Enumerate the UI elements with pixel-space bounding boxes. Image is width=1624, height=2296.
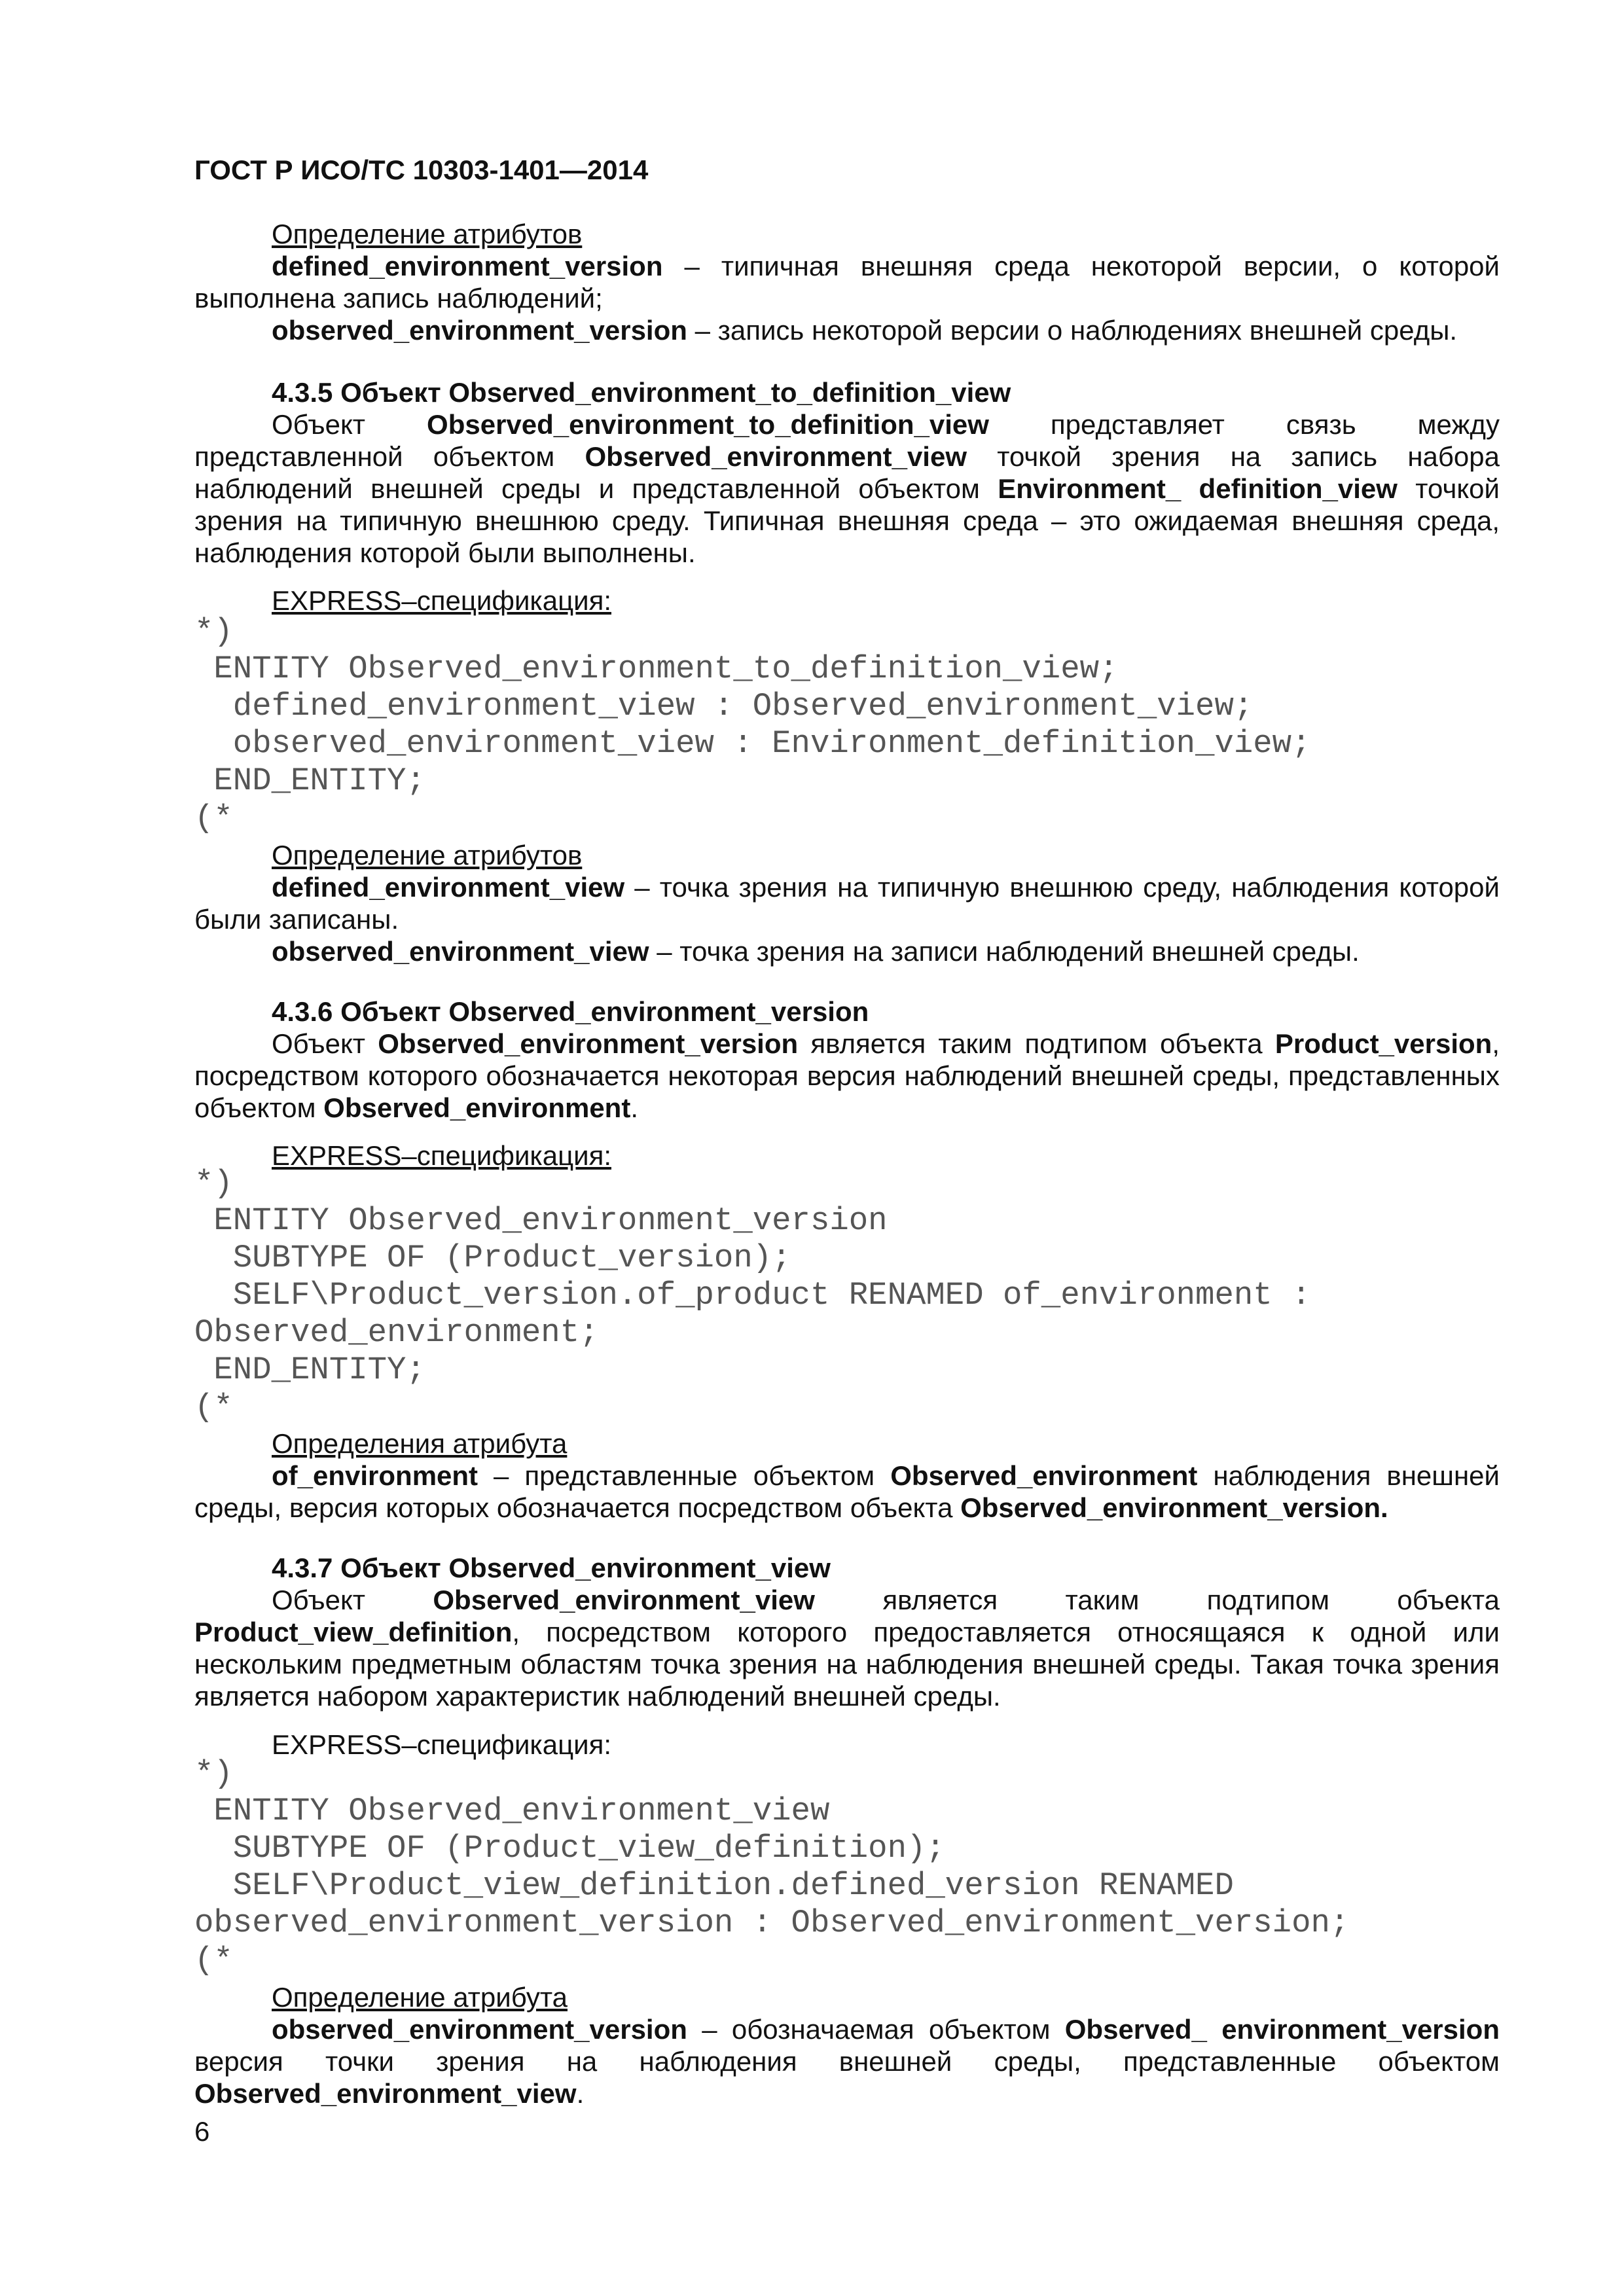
section-title: 4.3.7 Объект Observed_environment_view bbox=[272, 1552, 831, 1583]
attr-definitions-437 bbox=[194, 1981, 1500, 2109]
express-code-435: *) ENTITY Observed_environment_to_definition_view; defined_environment_view : Observed_environment_view; observed_environment_view : Environment_definition_view; END_ENTITY; (* bbox=[194, 613, 1311, 836]
page-number: 6 bbox=[194, 2116, 210, 2147]
attr-heading: Определение атрибутов bbox=[272, 219, 583, 249]
document-header: ГОСТ Р ИСО/ТС 10303-1401—2014 bbox=[194, 154, 649, 185]
attr-term: defined_environment_version bbox=[272, 251, 663, 281]
express-label-435 bbox=[194, 584, 1500, 617]
express-label: EXPRESS–спецификация: bbox=[272, 585, 611, 616]
attr-def: of_environment – представленные объектом Observed_environment наблюдения внешней среды, версия которых обозначается посредством объекта Observed_environment_version. bbox=[194, 1460, 1500, 1523]
express-label: EXPRESS–спецификация: bbox=[272, 1140, 611, 1171]
section-title: 4.3.5 Объект Observed_environment_to_definition_view bbox=[272, 377, 1011, 408]
section-body: Объект Observed_environment_to_definition_view представляет связь между представленной объектом Observed_environment_view точкой зрения на запись набора наблюдений внешней среды и представленной объектом Environment_ definition_view точкой зрения на типичную внешнюю среду. Типичная внешняя среда – это ожидаемая внешняя среда, наблюдения которой были выполнены. bbox=[194, 409, 1500, 568]
attr-definitions-436 bbox=[194, 1427, 1500, 1524]
section-title: 4.3.6 Объект Observed_environment_version bbox=[272, 996, 869, 1027]
express-label: EXPRESS–спецификация: bbox=[272, 1729, 611, 1760]
attr-heading: Определение атрибутов bbox=[272, 840, 583, 870]
attr-def bbox=[194, 250, 1500, 314]
attr-definitions-434 bbox=[194, 218, 1500, 346]
attr-def bbox=[194, 314, 1500, 346]
attr-definitions-435 bbox=[194, 839, 1500, 967]
section-435 bbox=[194, 376, 1500, 569]
attr-text: – запись некоторой версии о наблюдениях внешней среды. bbox=[687, 315, 1458, 346]
express-code-436: *) ENTITY Observed_environment_version SUBTYPE OF (Product_version); SELF\Product_version.of_product RENAMED of_environment : Observed_environment; END_ENTITY; (* bbox=[194, 1165, 1311, 1426]
section-body: Объект Observed_environment_view является таким подтипом объекта Product_view_definition, посредством которого предоставляется относящаяся к одной или нескольким предметным областям точка зрения на наблюдения внешней среды. Такая точка зрения является набором характеристик наблюдений внешней среды. bbox=[194, 1585, 1500, 1712]
section-body: Объект Observed_environment_version является таким подтипом объекта Product_version, посредством которого обозначается некоторая версия наблюдений внешней среды, представленных объектом Observed_environment. bbox=[194, 1028, 1500, 1123]
express-code-437: *) ENTITY Observed_environment_view SUBTYPE OF (Product_view_definition); SELF\Product_view_definition.defined_version RENAMED observed_environment_version : Observed_environment_version; (* bbox=[194, 1755, 1350, 1979]
attr-text: – типичная внешняя среда некоторой версии, о которой выполнена запись наблюдений; bbox=[194, 251, 1500, 314]
section-437 bbox=[194, 1552, 1500, 1712]
attr-def: observed_environment_version – обозначаемая объектом Observed_ environment_version версия точки зрения на наблюдения внешней среды, представленные объектом Observed_environment_view. bbox=[194, 2014, 1500, 2109]
attr-heading: Определение атрибута bbox=[272, 1982, 568, 2013]
section-436 bbox=[194, 996, 1500, 1124]
attr-def: defined_environment_view – точка зрения на типичную внешнюю среду, наблюдения которой были записаны. bbox=[194, 872, 1500, 935]
attr-def: observed_environment_view – точка зрения на записи наблюдений внешней среды. bbox=[272, 936, 1360, 967]
attr-term: observed_environment_version bbox=[272, 315, 687, 346]
attr-heading: Определения атрибута bbox=[272, 1428, 568, 1459]
